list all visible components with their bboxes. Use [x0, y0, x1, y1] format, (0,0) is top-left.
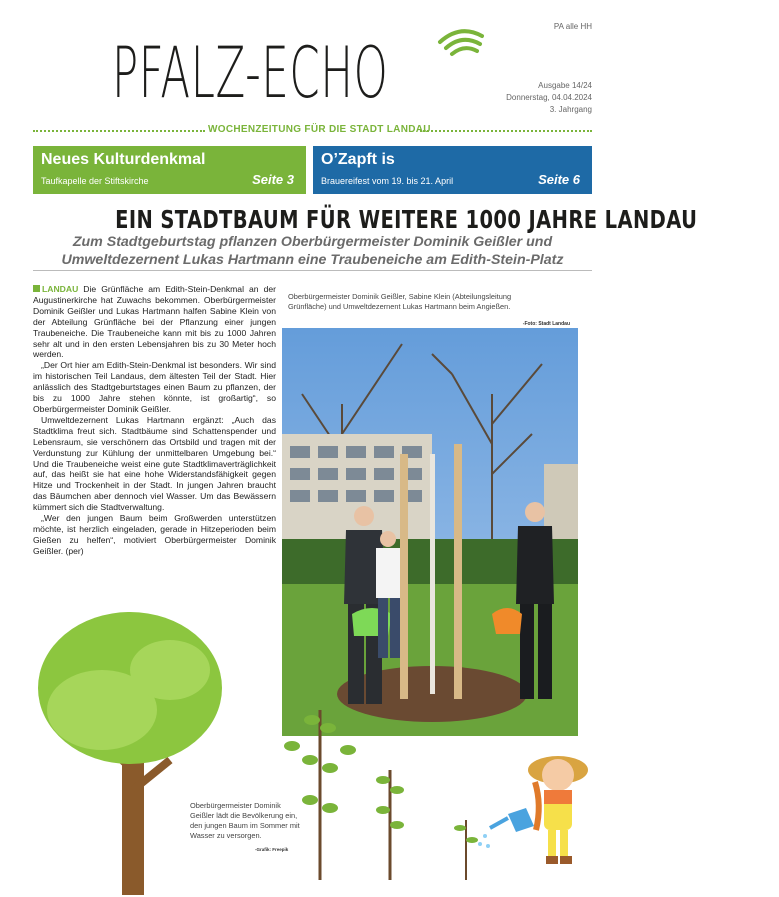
teaser-kulturdenkmal[interactable]	[33, 146, 306, 194]
teaser-title: Neues Kulturdenkmal	[41, 151, 206, 168]
article-headline	[33, 205, 698, 234]
tagline: WOCHENZEITUNG FÜR DIE STADT LANDAU	[208, 124, 431, 135]
issue-number: Ausgabe 14/24	[538, 81, 592, 90]
photo-credit: -Foto: Stadt Landau	[522, 321, 570, 327]
edition-code: PA alle HH	[553, 22, 592, 31]
headline-divider	[33, 270, 592, 271]
article-paragraph: „Der Ort hier am Edith-Stein-Denkmal ist besonders. Wir sind im historischen Teil Landaus, dem ältesten Teil der Stadt. Hier anlässlich des Stadtgeburtstages einen Baum zu pflanzen, der bis zu 1000 Jahre stehen könnte, ist großartig“, so Oberbürgermeister Dominik Geißler.	[33, 360, 276, 414]
article-paragraph: „Wer den jungen Baum beim Großwerden unterstützen möchte, ist herzlich eingeladen, gerade in Hitzeperioden beim Gießen zu helfen“, motiviert Oberbürgermeister Dominik Geißler. (per)	[33, 513, 276, 556]
dateline: LANDAU	[42, 284, 79, 294]
teaser-subtitle: Brauereifest vom 19. bis 21. April	[321, 176, 454, 186]
signal-waves-icon	[430, 20, 490, 80]
photo-caption: Oberbürgermeister Dominik Geißler, Sabine Klein (Abteilungsleitung Grünfläche) und Umweltdezernent Lukas Hartmann beim Angießen.	[288, 292, 512, 311]
tagline-rule-left	[33, 130, 205, 132]
article-body	[33, 284, 276, 557]
issue-volume: 3. Jahrgang	[549, 105, 592, 114]
illustration-credit: -Grafik: Freepik	[255, 847, 289, 852]
dateline-marker-icon	[33, 285, 40, 292]
article-subheadline: Zum Stadtgeburtstag pflanzen Oberbürgermeister Dominik Geißler und Umweltdezernent Lukas Hartmann eine Traubeneiche am Edith-Stein-Platz	[61, 234, 564, 268]
masthead-title: PFALZ-ECHO	[112, 32, 389, 114]
teaser-page: Seite 3	[252, 172, 294, 187]
illustration-caption: Oberbürgermeister Dominik Geißler lädt die Bevölkerung ein, den jungen Baum im Sommer mit Wasser zu versorgen.	[190, 801, 300, 840]
article-paragraph: Umweltdezernent Lukas Hartmann ergänzt: „Auch das Stadtklima freut sich. Stadtbäume sind Schattenspender und Lebensraum, sie verschönern das Ortsbild und tragen mit der Verdunstung zur Kühlung der unmittelbaren Umgebung bei.“ Und die Traubeneiche weist eine gute Stadtklimaverträglichkeit auf, das heißt sie hat eine hohe Widerstandsfähigkeit gegen Hitze und Trockenheit in der Stadt. In jungen Jahren braucht das Bäumchen aber dennoch viel Wasser. Um das Bewässern kümmert sich die Stadtverwaltung.	[33, 414, 276, 513]
article-paragraph	[33, 284, 276, 360]
issue-date: Donnerstag, 04.04.2024	[506, 93, 592, 102]
tagline-rule-right	[420, 130, 592, 132]
teaser-subtitle: Taufkapelle der Stiftskirche	[41, 176, 149, 186]
paragraph-text: Die Grünfläche am Edith-Stein-Denkmal an der Augustinerkirche hat Zuwachs bekommen. Oberbürgermeister Dominik Geißler und Lukas Hartmann halfen Sabine Klein von der Abteilung Grünfläche bei der Pflanzung einer jungen Traubeneiche. Die Traubeneiche kann mit bis zu 1000 Jahren sehr alt und in den ersten Lebensjahren bis zu 30 Meter hoch werden.	[33, 284, 276, 360]
issue-info	[506, 80, 592, 116]
tree-growth-illustration	[30, 600, 625, 897]
teaser-title: O’Zapft is	[321, 151, 395, 168]
teaser-brauereifest[interactable]	[313, 146, 592, 194]
headline-text: EIN STADTBAUM FÜR WEITERE 1000 JAHRE LANDAU	[115, 205, 698, 234]
teaser-page: Seite 6	[538, 172, 580, 187]
